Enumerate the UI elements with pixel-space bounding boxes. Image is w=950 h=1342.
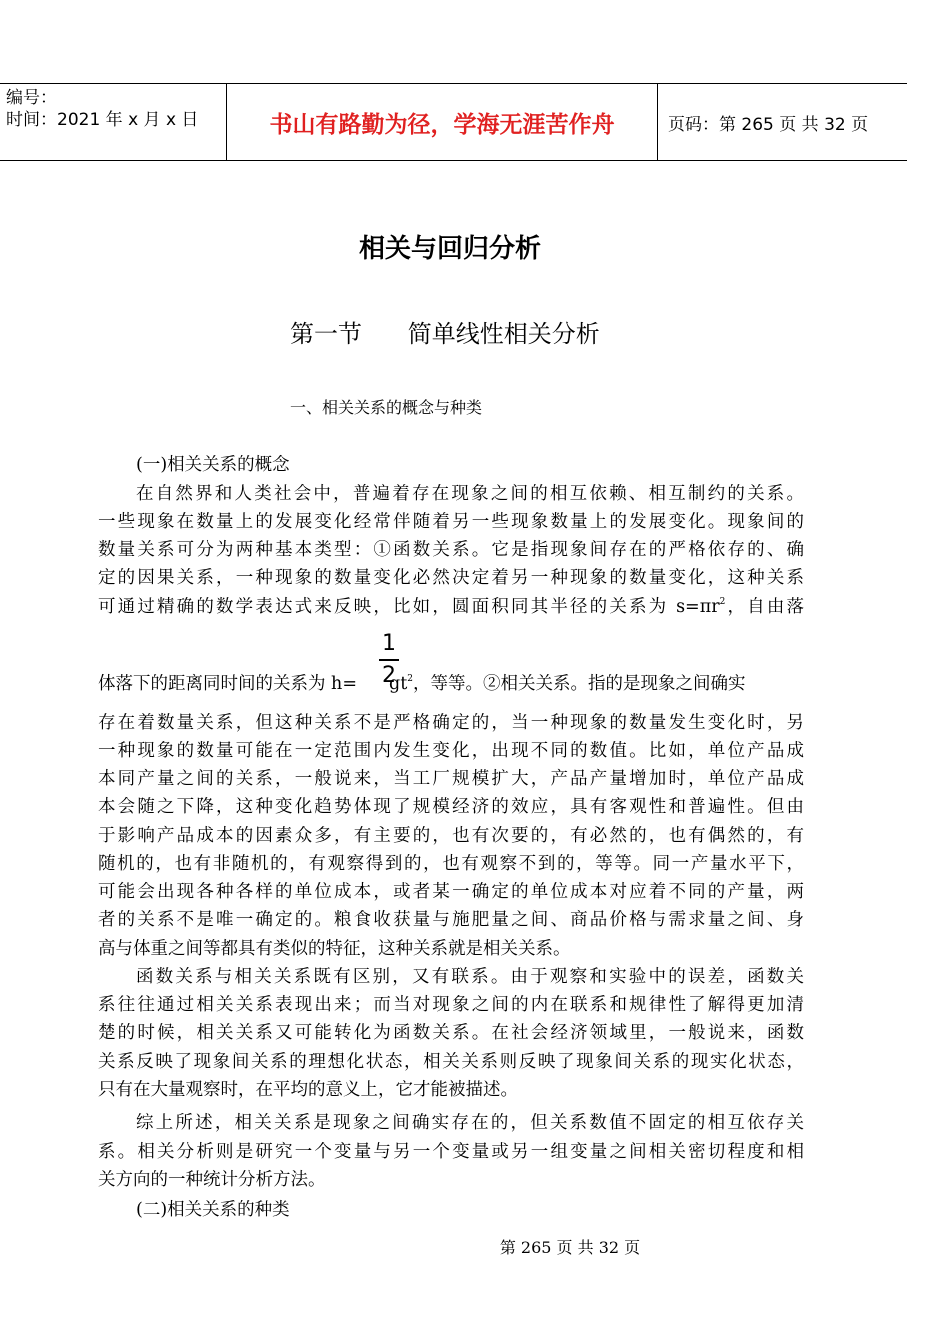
motto-text: 书山有路勤为径，学海无涯苦作舟 [269, 112, 615, 138]
time-label: 时间：2021 年 x 月 x 日 [6, 110, 199, 130]
text-span: 可通过精确的数学表达式来反映，比如，圆面积同其半径的关系为 s=πr [98, 597, 720, 617]
header-middle-cell [226, 84, 658, 160]
text-line [98, 595, 804, 619]
fraction-bar [379, 659, 399, 661]
text-line: 存在着数量关系，但这种关系不是严格确定的，当一种现象的数量发生变化时，另 [98, 713, 804, 733]
text-line: 只有在大量观察时，在平均的意义上，它才能被描述。 [98, 1080, 518, 1100]
text-line: 本会随之下降，这种变化趋势体现了规模经济的效应，具有客观性和普遍性。但由 [98, 797, 804, 817]
text-line: 函数关系与相关关系既有区别，又有联系。由于观察和实验中的误差，函数关 [136, 967, 804, 987]
superscript: 2 [407, 674, 413, 684]
text-line: 于影响产品成本的因素众多，有主要的，也有次要的，有必然的，也有偶然的，有 [98, 826, 804, 846]
paragraph-heading: (二)相关关系的种类 [136, 1200, 290, 1220]
text-line: 一种现象的数量可能在一定范围内发生变化，出现不同的数值。比如，单位产品成 [98, 741, 804, 761]
text-line: 随机的，也有非随机的，有观察得到的，也有观察不到的，等等。同一产量水平下， [98, 854, 804, 874]
text-line: 数量关系可分为两种基本类型：①函数关系。它是指现象间存在的严格依存的、确 [98, 540, 804, 560]
number-label: 编号： [6, 88, 57, 108]
text-span: gt [389, 674, 408, 694]
text-line [98, 672, 804, 696]
text-line: 关方向的一种统计分析方法。 [98, 1170, 326, 1190]
text-line: 一些现象在数量上的发展变化经常伴随着另一些现象数量上的发展变化。现象间的 [98, 512, 804, 532]
text-line: 高与体重之间等都具有类似的特征，这种关系就是相关关系。 [98, 939, 571, 959]
text-line: 系。相关分析则是研究一个变量与另一个变量或另一组变量之间相关密切程度和相 [98, 1142, 804, 1162]
section-title: 第一节 简单线性相关分析 [290, 320, 600, 348]
header-right-cell [658, 84, 907, 160]
text-line: 关系反映了现象间关系的理想化状态，相关关系则反映了现象间关系的现实化状态， [98, 1052, 804, 1072]
text-line: 在自然界和人类社会中，普遍着存在现象之间的相互依赖、相互制约的关系。 [136, 484, 804, 504]
page-code: 页码：第 265 页 共 32 页 [668, 115, 869, 135]
text-line: 本同产量之间的关系，一般说来，当工厂规模扩大，产品产量增加时，单位产品成 [98, 769, 804, 789]
header-left-cell [0, 84, 226, 160]
text-line: 系往往通过相关关系表现出来；而当对现象之间的内在联系和规律性了解得更加清 [98, 995, 804, 1015]
paragraph-heading: (一)相关关系的概念 [136, 455, 290, 475]
header-table [0, 83, 907, 161]
text-line: 综上所述，相关关系是现象之间确实存在的，但关系数值不固定的相互依存关 [136, 1113, 804, 1133]
document-title: 相关与回归分析 [358, 234, 541, 264]
text-line: 者的关系不是唯一确定的。粮食收获量与施肥量之间、商品价格与需求量之间、身 [98, 910, 804, 930]
page-footer: 第 265 页 共 32 页 [499, 1238, 641, 1257]
superscript: 2 [719, 597, 726, 607]
subsection-title: 一、相关关系的概念与种类 [290, 398, 483, 417]
text-span: ，自由落 [725, 597, 804, 617]
text-line: 可能会出现各种各样的单位成本，或者某一确定的单位成本对应着不同的产量，两 [98, 882, 804, 902]
text-line: 楚的时候，相关关系又可能转化为函数关系。在社会经济领域里，一般说来，函数 [98, 1023, 804, 1043]
fraction-numerator: 1 [382, 631, 396, 656]
text-span: 体落下的距离同时间的关系为 h= [98, 674, 357, 694]
fraction-denominator: 2 [382, 662, 396, 688]
text-line: 定的因果关系，一种现象的数量变化必然决定着另一种现象的数量变化，这种关系 [98, 568, 804, 588]
text-span: ，等等。②相关关系。指的是现象之间确实 [412, 674, 746, 694]
